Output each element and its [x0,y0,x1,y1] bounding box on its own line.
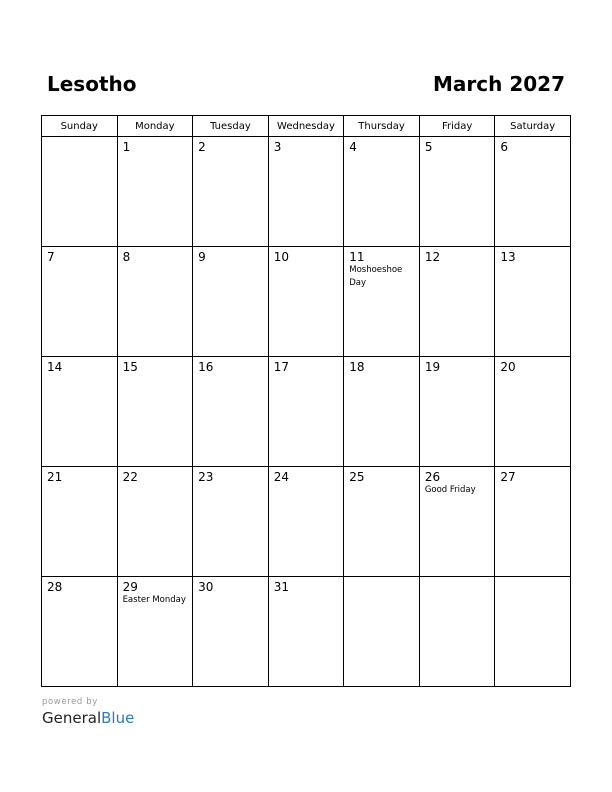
day-cell [42,137,118,247]
day-number [495,577,570,580]
day-cell [268,137,344,247]
day-number: 18 [349,360,365,374]
weekday-header-row [42,116,571,137]
day-number: 27 [500,470,516,484]
day-cell [419,137,495,247]
day-cell [495,577,571,687]
day-number: 12 [424,250,441,264]
day-cell [495,357,571,467]
day-number: 20 [500,360,516,374]
brand-footer [42,696,134,728]
week-row [42,137,571,247]
week-row [42,357,571,467]
day-number: 31 [273,580,289,594]
day-number: 23 [198,470,214,484]
day-number: 9 [198,250,206,264]
calendar-grid [41,115,571,687]
weekday-header: Saturday [495,116,571,137]
day-number: 21 [47,470,63,484]
holiday-label: Easter Monday [122,595,186,605]
day-cell [344,577,420,687]
day-cell [268,357,344,467]
weekday-header: Wednesday [268,116,344,137]
brand-general-text: General [42,709,102,727]
day-cell [117,247,193,357]
day-number: 4 [349,140,357,154]
generalblue-logo [42,708,134,728]
day-number: 28 [47,580,63,594]
day-number: 25 [349,470,365,484]
day-number: 15 [122,360,138,374]
day-number: 16 [198,360,214,374]
week-row [42,577,571,687]
day-number: 3 [273,140,282,154]
day-number [420,577,495,580]
day-cell [193,467,269,577]
holiday-label: Good Friday [424,485,476,495]
day-cell [117,467,193,577]
holiday-label: Moshoeshoe Day [349,265,403,288]
country-title: Lesotho [47,72,137,96]
day-cell [268,577,344,687]
weekday-header: Tuesday [193,116,269,137]
day-number: 5 [424,140,433,154]
weekday-header: Thursday [344,116,420,137]
day-cell [268,247,344,357]
day-number [42,137,117,140]
day-cell [419,577,495,687]
powered-by-text: powered by [42,697,98,707]
day-cell [42,577,118,687]
day-cell [268,467,344,577]
weekday-header: Friday [419,116,495,137]
day-cell [419,467,495,577]
week-row [42,247,571,357]
day-number: 11 [349,250,365,264]
day-number: 8 [122,250,131,264]
day-cell [495,247,571,357]
day-number: 10 [273,250,289,264]
day-cell [117,357,193,467]
day-cell [193,247,269,357]
week-row [42,467,571,577]
weekday-header: Sunday [42,116,118,137]
day-cell [344,467,420,577]
day-number: 6 [500,140,509,154]
day-cell [117,137,193,247]
brand-blue-text: Blue [101,709,135,727]
day-number: 19 [424,360,441,374]
day-cell [419,247,495,357]
day-cell [42,247,118,357]
day-number: 26 [424,470,441,484]
month-year-title: March 2027 [433,72,565,96]
day-cell [344,137,420,247]
day-number: 30 [198,580,214,594]
day-cell [193,577,269,687]
day-number: 13 [500,250,516,264]
day-cell [344,247,420,357]
day-cell [419,357,495,467]
day-cell [42,467,118,577]
weekday-header: Monday [117,116,193,137]
day-cell [344,357,420,467]
day-cell [193,357,269,467]
day-cell [117,577,193,687]
day-number: 22 [122,470,138,484]
day-number: 29 [122,580,138,594]
day-number: 2 [198,140,206,154]
day-number: 14 [47,360,63,374]
day-number: 24 [273,470,289,484]
day-cell [495,467,571,577]
day-number: 7 [47,250,55,264]
day-cell [193,137,269,247]
day-cell [495,137,571,247]
day-cell [42,357,118,467]
day-number: 17 [273,360,289,374]
day-number: 1 [122,140,131,154]
day-number [344,577,419,580]
